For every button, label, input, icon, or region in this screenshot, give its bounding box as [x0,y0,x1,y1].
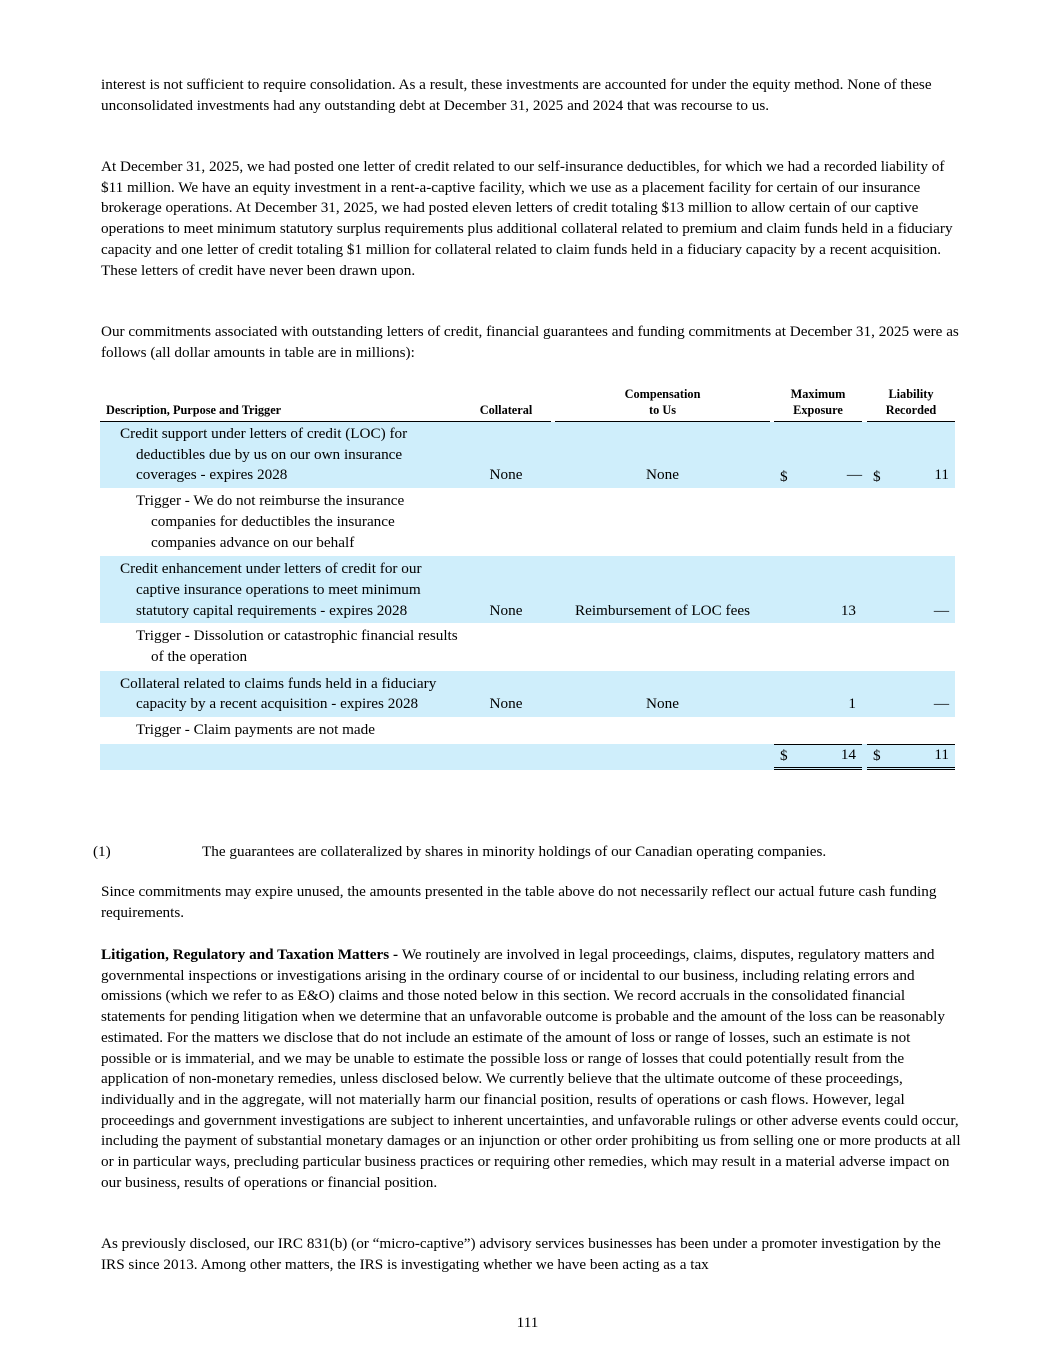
footnote-text: The guarantees are collateralized by shares in minority holdings of our Canadian operating companies. [202,843,827,860]
footnote-marker: (1) [93,843,111,860]
row-trigger: Trigger - We do not reimburse the insurance companies for deductibles the insurance companies advance on our behalf [136,492,405,551]
litigation-body: We routinely are involved in legal proceedings, claims, disputes, regulatory matters and governmental inspections or investigations arising in the ordinary course of or incidental to our business, including relating errors and omissions (which we refer to as E&O) claims and those noted below in this section. We record accruals in the consolidated financial statements for pending litigation when we determine that an unfavorable outcome is probable and the amount of the loss can be reasonably estimated. For the matters we disclose that do not include an estimate of the amount of loss or range of losses, such an estimate is not possible or is immaterial, and we may be unable to estimate the possible loss or range of losses that could potentially result from the application of non-monetary remedies, unless disclosed below. We currently believe that the ultimate outcome of these proceedings, individually and in the aggregate, will not materially harm our financial position, results of operations or cash flows. However, legal proceedings and government investigations are subject to inherent uncertainties, and unfavorable rulings or other adverse events could occur, including the payment of substantial monetary damages or an injunction or other order prohibiting us from selling one or more products at all or in particular ways, precluding particular business practices or requiring other remedies, which may result in a material adverse impact on our business, results of operations or financial position. [101,946,961,1191]
total-maximum-exposure: $ 14 [774,744,862,770]
table-row [100,422,955,488]
row-description: Collateral related to claims funds held in a fiduciary capacity by a recent acquisition - expires 2028 [120,674,437,713]
row-maximum-exposure: 1 [774,671,862,717]
row-liability-recorded: — [867,556,955,623]
table-row-trigger [100,717,955,744]
paragraph-letters-of-credit: At December 31, 2025, we had posted one letter of credit related to our self-insurance deductibles, for which we had a recorded liability of $11 million. We have an equity investment in a rent-a-captive facility, which we use as a placement facility for certain of our insurance brokerage operations. At December 31, 2025, we had posted eleven letters of credit totaling $13 million to allow certain of our captive operations to meet minimum statutory surplus requirements plus additional collateral related to premium and claim funds held in a fiduciary capacity and one letter of credit totaling $1 million for collateral related to claim funds held in a fiduciary capacity by a recent acquisition. These letters of credit have never been drawn upon. [101,158,953,279]
paragraph-equity-method: interest is not sufficient to require consolidation. As a result, these investments are accounted for under the equity method. None of these unconsolidated investments had any outstanding debt at December 31, 2025 and 2024 that was recourse to us. [101,76,932,114]
paragraph-commitments-note: Since commitments may expire unused, the amounts presented in the table above do not necessarily reflect our actual future cash funding requirements. [101,883,937,921]
total-liability-recorded: $ 11 [867,744,955,770]
row-description: Credit support under letters of credit (LOC) for deductibles due by us on our own insurance coverages - expires 2028 [120,425,408,484]
table-row-trigger [100,623,955,670]
paragraph-commitments-intro: Our commitments associated with outstanding letters of credit, financial guarantees and funding commitments at December 31, 2025 were as follows (all dollar amounts in table are in millions): [101,323,959,361]
row-liability-recorded: $ 11 [867,422,955,488]
row-description: Credit enhancement under letters of credit for our captive insurance operations to meet minimum statutory capital requirements - expires 2028 [120,560,422,619]
row-trigger: Trigger - Claim payments are not made [136,721,376,739]
paragraph-micro-captive: As previously disclosed, our IRC 831(b) (or “micro-captive”) advisory services businesses has been under a promoter investigation by the IRS since 2013. Among other matters, the IRS is investigating whether we have been acting as a tax [101,1235,941,1273]
header-description: Description, Purpose and Trigger [100,386,461,422]
page-number: 111 [516,1314,539,1331]
table-row [100,556,955,623]
row-compensation: None [555,422,770,488]
row-liability-recorded: — [867,671,955,717]
header-collateral: Collateral [461,386,551,422]
row-maximum-exposure: $ — [774,422,862,488]
header-maximum-exposure: Maximum Exposure [774,386,862,422]
row-collateral: None [461,556,551,623]
table-total-row [100,744,955,770]
table-header-row [100,386,955,422]
header-compensation: Compensation to Us [555,386,770,422]
row-collateral: None [461,671,551,717]
paragraph-litigation [101,945,961,1193]
row-maximum-exposure: 13 [774,556,862,623]
commitments-table [100,386,955,770]
table-row-trigger [100,488,955,556]
table-row [100,671,955,717]
row-compensation: None [555,671,770,717]
row-compensation: Reimbursement of LOC fees [555,556,770,623]
row-collateral: None [461,422,551,488]
litigation-heading: Litigation, Regulatory and Taxation Matters - [101,946,402,963]
header-liability-recorded: Liability Recorded [867,386,955,422]
row-trigger: Trigger - Dissolution or catastrophic financial results of the operation [136,627,458,666]
